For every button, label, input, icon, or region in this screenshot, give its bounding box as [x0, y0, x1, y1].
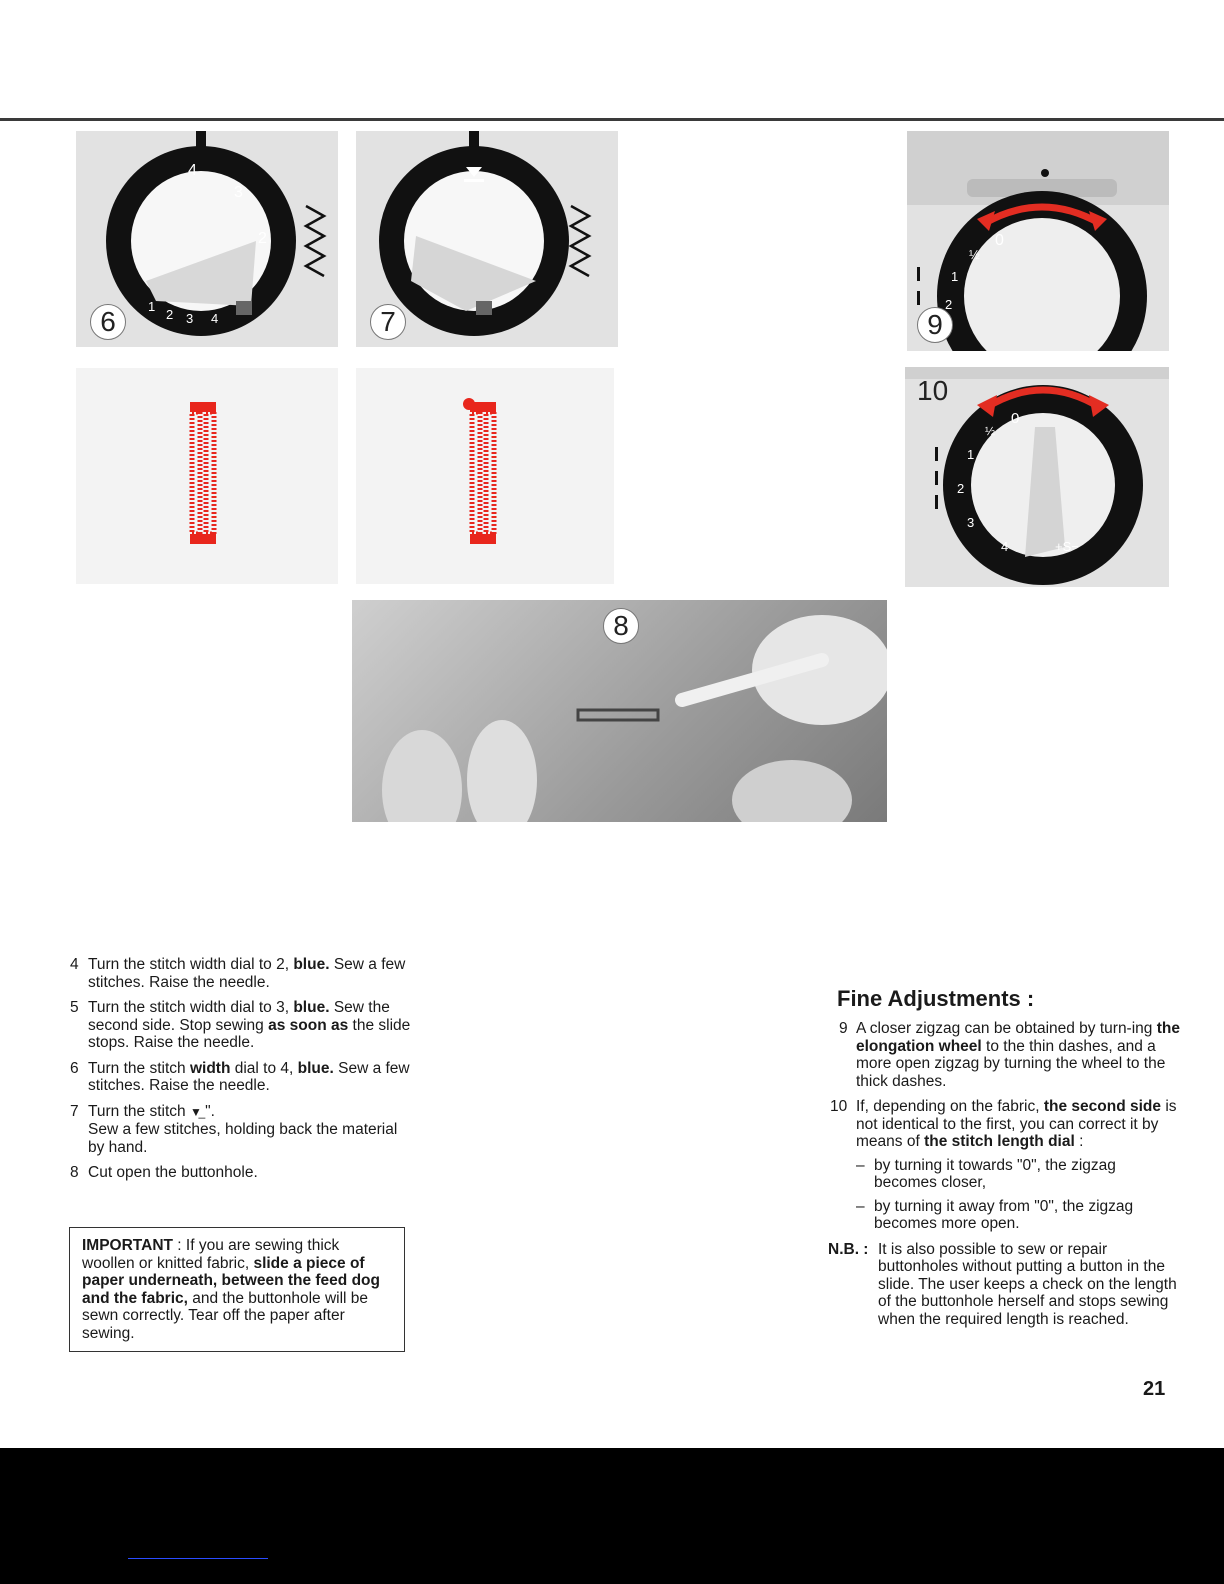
nb-label: N.B. : [828, 1240, 869, 1258]
figure-number-6: 6 [90, 304, 126, 340]
fine-item-10 [830, 1098, 1180, 1233]
item-number: 10 [830, 1098, 848, 1115]
nb-note [828, 1241, 1180, 1329]
step-text: Turn the stitch width dial to 3, [88, 999, 294, 1016]
dial-mark: 1 [967, 447, 975, 462]
important-bold: slide a piece of paper underneath, between the feed dog and the fabric, [82, 1254, 380, 1307]
step-number: 5 [70, 999, 79, 1016]
step-5 [70, 999, 415, 1052]
figure-number-9: 9 [917, 307, 953, 343]
figure-number-10: 10 [917, 375, 949, 406]
step-bold: as soon as [268, 1016, 349, 1034]
fine-adjustments-heading: Fine Adjustments : [837, 986, 1035, 1011]
steps-list [70, 956, 415, 1190]
item-text: to the thin dashes, and a more open zigzag by turning the wheel to the thick dashes. [856, 1037, 1166, 1090]
step-text: ". [205, 1102, 215, 1120]
important-colon: : [172, 1237, 186, 1254]
dash-item: – by turning it towards "0", the zigzag becomes closer, [856, 1156, 1116, 1191]
step-text: Turn the stitch width dial to 2, [88, 956, 294, 973]
step-6 [70, 1060, 415, 1095]
dial-mark: ½ [969, 247, 980, 262]
page-number: 21 [1143, 1378, 1166, 1400]
important-label: IMPORTANT [82, 1237, 173, 1254]
step-text: Turn the stitch [88, 1059, 190, 1077]
dial-mark: ½ [985, 424, 996, 438]
dash-text: by turning it away from "0", the zigzag becomes more open. [874, 1197, 1134, 1232]
dial-mark: 0 [995, 232, 1004, 249]
buttonhole-sample-6 [76, 368, 338, 584]
step-4 [70, 956, 415, 991]
figure-9-stitch-length-dial [907, 131, 1169, 351]
top-rule [0, 118, 1224, 121]
dial-mark: 2 [166, 307, 174, 322]
item-text: : [1074, 1133, 1084, 1150]
step-text: Sew a few stitches. Raise the needle. [88, 1059, 410, 1094]
step-bold: width [189, 1059, 231, 1077]
dial-mark: 4 [188, 162, 197, 179]
buttonhole-sample-7 [356, 368, 614, 584]
fastening-off-symbol: ▼̲ [189, 1104, 206, 1119]
item-bold: the elongation wheel [856, 1020, 1180, 1055]
dash-item: – by turning it away from "0", the zigzag becomes more open. [856, 1197, 1134, 1232]
dash-text: by turning it towards "0", the zigzag becomes closer, [874, 1156, 1116, 1191]
item-bold: the stitch length dial [924, 1133, 1075, 1150]
figure-8-photo [352, 600, 887, 822]
step-text: Sew the second side. Stop sewing [88, 999, 390, 1034]
item-text: is not identical to the first, you can correct it by means of [856, 1098, 1177, 1150]
step-text: Cut open the buttonhole. [88, 1164, 258, 1181]
item-number: 9 [839, 1020, 848, 1037]
figure-6-dial [76, 131, 338, 347]
step-text: Sew a few stitches. Raise the needle. [88, 956, 406, 991]
dial-mark: 4 [211, 311, 219, 326]
step-number: 7 [70, 1102, 79, 1120]
bottom-black-band [0, 1448, 1224, 1584]
dial-mark: 3 [967, 515, 975, 530]
figure-number-7: 7 [370, 304, 406, 340]
item-text: If, depending on the fabric, [856, 1098, 1044, 1115]
step-text: dial to 4, [230, 1059, 298, 1077]
important-text: and the buttonhole will be sewn correctly. Tear off the paper after sewing. [82, 1289, 369, 1342]
important-note-box [69, 1227, 405, 1352]
dial-mark: 0 [1011, 410, 1020, 427]
dial-mark: 1 [951, 269, 959, 284]
dial-mark: 3 [186, 311, 194, 326]
step-bold: blue. [297, 1059, 334, 1077]
figure-7-dial [356, 131, 618, 347]
important-text: If you are sewing thick woollen or knitted fabric, [82, 1237, 340, 1272]
dial-mark: 2 [945, 297, 953, 312]
dial-mark: 2 [258, 230, 267, 247]
dial-mark: 2 [957, 481, 965, 496]
fine-adjustments-list [830, 1020, 1180, 1328]
red-buttonhole-stitch [356, 368, 614, 584]
step-8 [70, 1164, 415, 1182]
dial-mark: +S− [1055, 539, 1079, 554]
item-text: A closer zigzag can be obtained by turn-ing [856, 1020, 1157, 1037]
step-bold: blue. [293, 999, 330, 1016]
fine-item-9 [830, 1020, 1180, 1090]
step-text: the slide stops. Raise the needle. [88, 1016, 411, 1051]
step-bold: blue. [293, 956, 330, 973]
dial-mark: 4 [1001, 539, 1009, 554]
step-text: Turn the stitch [88, 1102, 190, 1120]
step-number: 6 [70, 1059, 79, 1077]
figure-number-8: 8 [603, 608, 639, 644]
step-number: 8 [70, 1164, 79, 1181]
dial-mark: 3 [234, 184, 243, 201]
step-text: Sew a few stitches, holding back the material by hand. [88, 1121, 398, 1156]
step-7 [70, 1103, 415, 1157]
red-buttonhole-stitch [76, 368, 338, 584]
dial-mark: 1 [148, 299, 156, 314]
blue-underline [128, 1558, 268, 1559]
item-bold: the second side [1043, 1098, 1162, 1115]
figure-10-stitch-length-dial [905, 367, 1169, 587]
step-number: 4 [70, 956, 79, 973]
nb-text: It is also possible to sew or repair buttonholes without putting a button in the slide. The user keeps a check on the length of the buttonhole herself and stops sewing when the required length is reached. [878, 1240, 1177, 1328]
